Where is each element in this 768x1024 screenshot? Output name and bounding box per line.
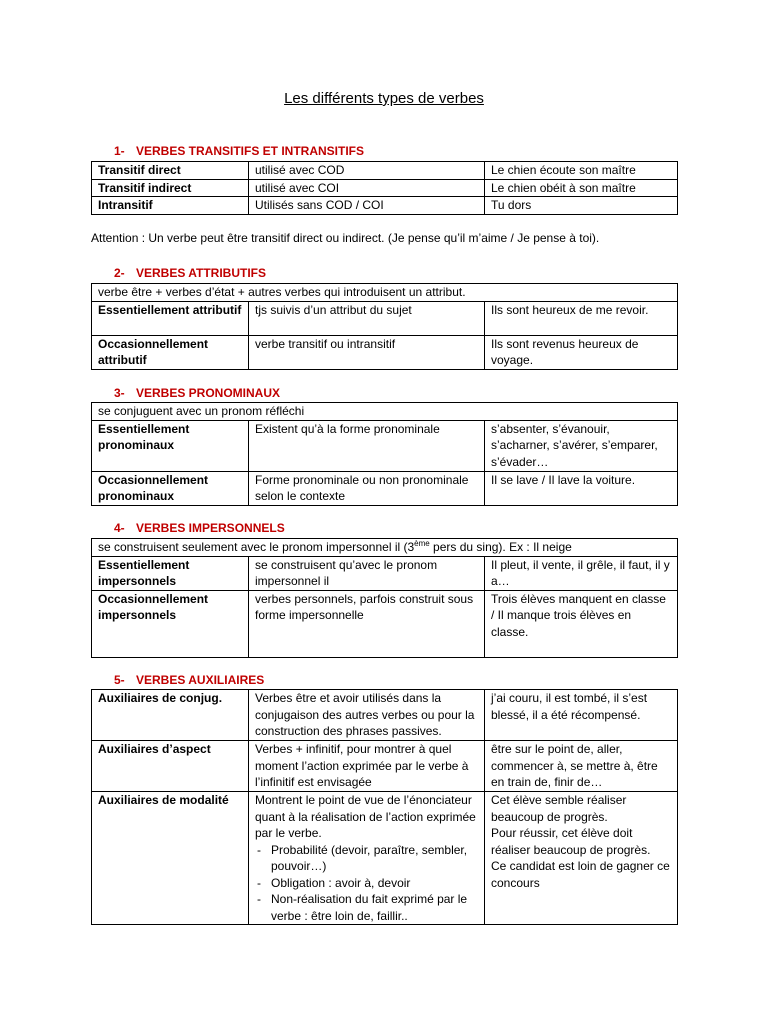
cell-usage: verbes personnels, parfois construit sous forme impersonnelle (249, 590, 485, 657)
modalite-list (255, 842, 478, 925)
example-2: Pour réussir, cet élève doit réaliser beaucoup de progrès. (491, 826, 651, 857)
section-4-heading (114, 521, 285, 535)
cell-type: Occasionnellement impersonnels (92, 590, 249, 657)
table-row (92, 741, 678, 792)
cell-example: Tu dors (485, 197, 678, 215)
section-number: 1- (114, 144, 125, 158)
cell-usage: Forme pronominale ou non pronominale selon le contexte (249, 471, 485, 505)
intro-text-b: pers du sing). Ex : Il neige (429, 540, 572, 554)
cell-usage: utilisé avec COD (249, 162, 485, 180)
intro-cell: se conjuguent avec un pronom réfléchi (92, 403, 678, 421)
section-title: VERBES PRONOMINAUX (136, 386, 281, 400)
table-row (92, 301, 678, 335)
attention-note: Attention : Un verbe peut être transitif direct ou indirect. (Je pense qu’il m’aime / Je pense à toi). (91, 231, 600, 245)
table-row (92, 403, 678, 421)
table-auxiliaires (91, 689, 678, 925)
table-transitifs (91, 161, 678, 215)
table-impersonnels (91, 538, 678, 658)
section-title: VERBES IMPERSONNELS (136, 521, 285, 535)
table-row (92, 179, 678, 197)
section-title: VERBES TRANSITIFS ET INTRANSITIFS (136, 144, 365, 158)
section-1-heading (114, 144, 364, 158)
cell-example: Il se lave / Il lave la voiture. (485, 471, 678, 505)
cell-example: être sur le point de, aller, commencer à, se mettre à, être en train de, finir de… (485, 741, 678, 792)
cell-type: Auxiliaires d’aspect (92, 741, 249, 792)
cell-type: Transitif direct (92, 162, 249, 180)
section-number: 5- (114, 673, 125, 687)
cell-type: Auxiliaires de modalité (92, 792, 249, 925)
table-row (92, 335, 678, 369)
cell-usage: Existent qu’à la forme pronominale (249, 420, 485, 471)
example-3: Ce candidat est loin de gagner ce concours (491, 859, 670, 890)
list-item: - Obligation : avoir à, devoir (255, 875, 478, 892)
list-item: - Probabilité (devoir, paraître, sembler, pouvoir…) (255, 842, 478, 875)
cell-type: Occasionnellement pronominaux (92, 471, 249, 505)
table-row (92, 197, 678, 215)
cell-type: Intransitif (92, 197, 249, 215)
cell-usage: verbe transitif ou intransitif (249, 335, 485, 369)
section-number: 2- (114, 266, 125, 280)
cell-type: Essentiellement impersonnels (92, 556, 249, 590)
cell-example: Le chien écoute son maître (485, 162, 678, 180)
cell-usage: se construisent qu’avec le pronom impersonnel il (249, 556, 485, 590)
cell-usage: utilisé avec COI (249, 179, 485, 197)
section-2-heading (114, 266, 266, 280)
table-row (92, 556, 678, 590)
section-title: VERBES ATTRIBUTIFS (136, 266, 267, 280)
table-row (92, 284, 678, 302)
table-row (92, 471, 678, 505)
example-1: Cet élève semble réaliser beaucoup de progrès. (491, 793, 627, 824)
table-row (92, 420, 678, 471)
cell-example: Ils sont revenus heureux de voyage. (485, 335, 678, 369)
cell-example (485, 792, 678, 925)
table-row (92, 590, 678, 657)
cell-example: Le chien obéit à son maître (485, 179, 678, 197)
intro-cell (92, 539, 678, 557)
table-pronominaux (91, 402, 678, 506)
section-5-heading (114, 673, 264, 687)
cell-type: Essentiellement pronominaux (92, 420, 249, 471)
intro-text-a: se construisent seulement avec le pronom impersonnel il (3 (98, 540, 415, 554)
intro-superscript: ème (414, 539, 430, 548)
section-3-heading (114, 386, 280, 400)
table-row (92, 792, 678, 925)
cell-example: j’ai couru, il est tombé, il s’est blessé, il a été récompensé. (485, 690, 678, 741)
cell-usage: Verbes être et avoir utilisés dans la conjugaison des autres verbes ou pour la construction des phrases passives. (249, 690, 485, 741)
page-title: Les différents types de verbes (284, 90, 484, 107)
cell-usage: Verbes + infinitif, pour montrer à quel moment l’action exprimée par le verbe à l’infinitif est envisagée (249, 741, 485, 792)
cell-type: Essentiellement attributif (92, 301, 249, 335)
table-row (92, 539, 678, 557)
table-row (92, 690, 678, 741)
cell-example: Trois élèves manquent en classe / Il manque trois élèves en classe. (485, 590, 678, 657)
section-title: VERBES AUXILIAIRES (136, 673, 265, 687)
section-number: 3- (114, 386, 125, 400)
table-attributifs (91, 283, 678, 370)
list-item: - Non-réalisation du fait exprimé par le verbe : être loin de, faillir.. (255, 891, 478, 924)
cell-type: Transitif indirect (92, 179, 249, 197)
cell-type: Occasionnellement attributif (92, 335, 249, 369)
modalite-text: Montrent le point de vue de l’énonciateur quant à la réalisation de l’action exprimée par le verbe. (255, 793, 476, 840)
cell-usage: tjs suivis d’un attribut du sujet (249, 301, 485, 335)
cell-example: s’absenter, s’évanouir, s’acharner, s’avérer, s’emparer, s’évader… (485, 420, 678, 471)
table-row (92, 162, 678, 180)
cell-example: Ils sont heureux de me revoir. (485, 301, 678, 335)
cell-usage (249, 792, 485, 925)
section-number: 4- (114, 521, 125, 535)
cell-example: Il pleut, il vente, il grêle, il faut, il y a… (485, 556, 678, 590)
intro-cell: verbe être + verbes d’état + autres verbes qui introduisent un attribut. (92, 284, 678, 302)
cell-usage: Utilisés sans COD / COI (249, 197, 485, 215)
cell-type: Auxiliaires de conjug. (92, 690, 249, 741)
